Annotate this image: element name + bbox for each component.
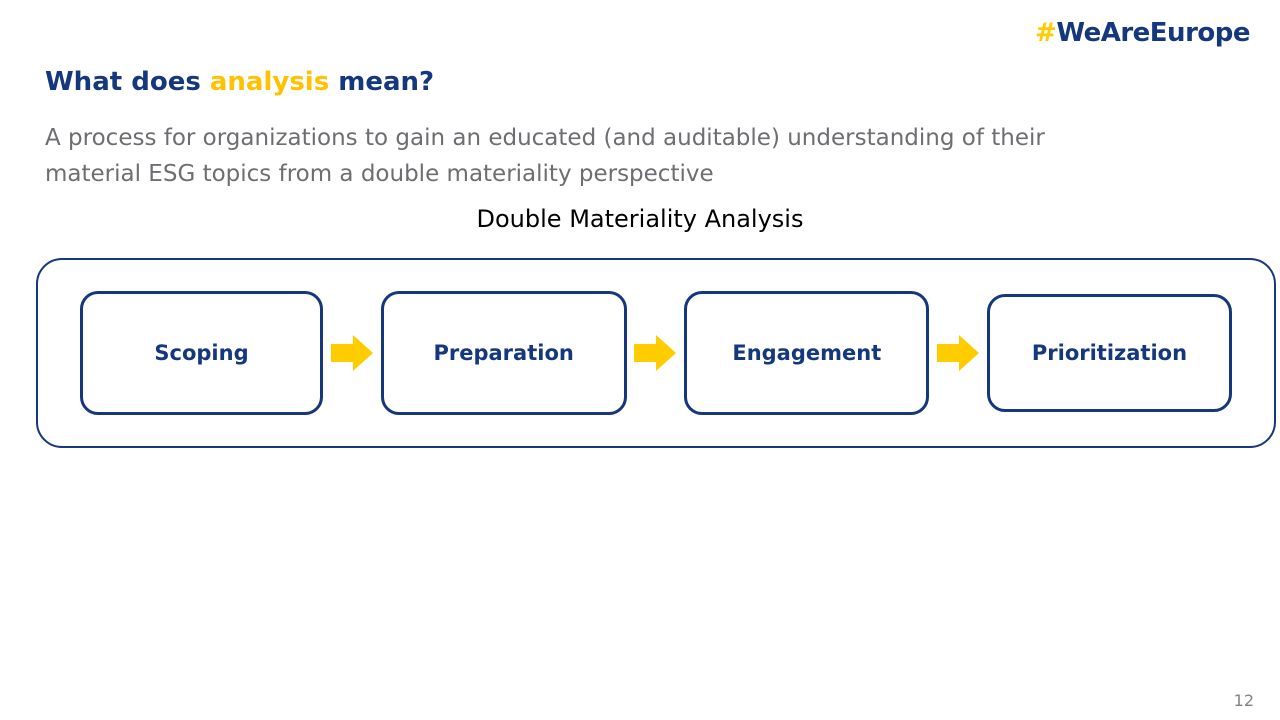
lead-paragraph	[45, 120, 1230, 192]
process-step-label: Scoping	[154, 341, 249, 365]
process-step-engagement[interactable]	[684, 291, 929, 415]
diagram-title: Double Materiality Analysis	[476, 205, 804, 233]
page-title	[45, 67, 434, 97]
process-step-prioritization[interactable]	[987, 294, 1232, 412]
arrow-right-icon	[331, 333, 373, 373]
lead-line-2: material ESG topics from a double materiality perspective	[45, 161, 714, 187]
page-title-after: mean?	[329, 67, 435, 98]
lead-line-1: A process for organizations to gain an educated (and auditable) understanding of their	[45, 125, 1045, 151]
brand-name: WeAreEurope	[1056, 18, 1250, 48]
process-step-label: Engagement	[732, 341, 882, 365]
process-step-preparation[interactable]	[381, 291, 627, 415]
process-step-label: Prioritization	[1031, 341, 1188, 365]
page-title-accent: analysis	[209, 67, 330, 98]
process-step-label: Preparation	[433, 341, 574, 365]
page-title-before: What does	[45, 67, 210, 98]
process-step-scoping[interactable]	[80, 291, 323, 415]
process-flow	[38, 260, 1274, 446]
process-flow-container	[36, 258, 1276, 448]
arrow-right-icon	[634, 333, 676, 373]
brand-hash: #	[1035, 18, 1057, 48]
arrow-right-icon	[937, 333, 979, 373]
page-number: 12	[1233, 691, 1254, 710]
brand-logo	[1035, 18, 1250, 48]
